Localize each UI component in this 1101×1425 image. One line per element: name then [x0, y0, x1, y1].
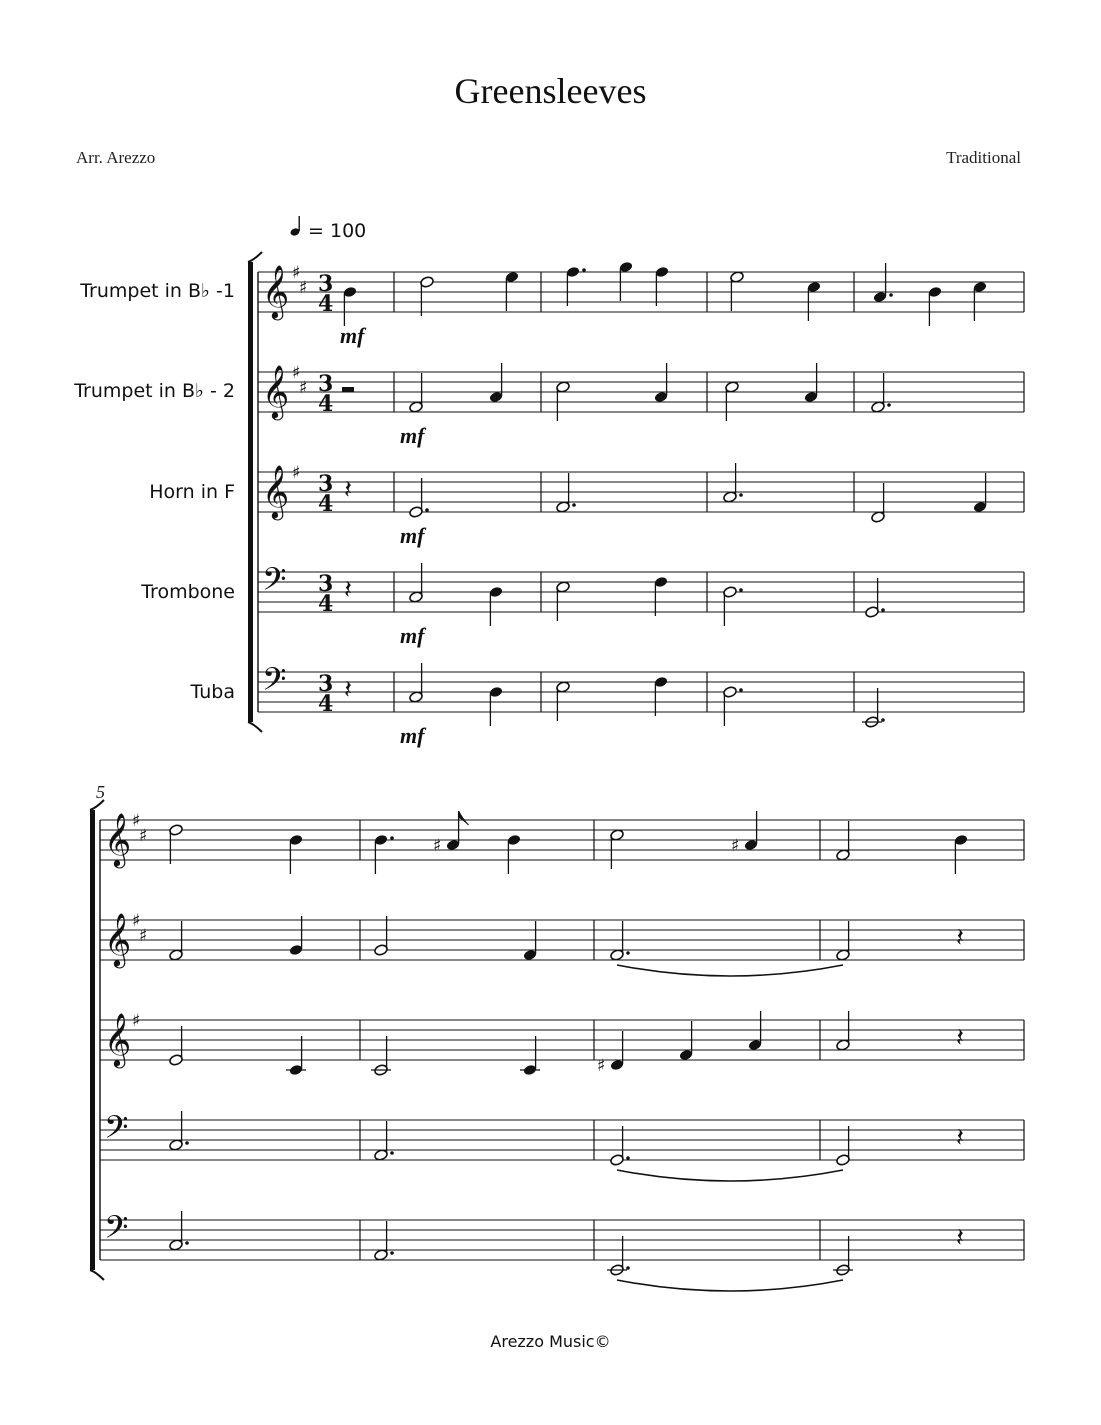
bass-clef-icon: 𝄢 [262, 661, 287, 705]
copyright-footer: Arezzo Music© [490, 1332, 611, 1351]
sharp-icon: ♯ [132, 811, 141, 831]
augmentation-dot [739, 588, 743, 592]
instrument-label-horn: Horn in F [149, 481, 235, 503]
tempo-value: = 100 [308, 220, 367, 242]
sharp-icon: ♯ [132, 1011, 141, 1031]
time-signature-top: 3 [318, 271, 334, 297]
bass-clef-icon: 𝄢 [262, 561, 287, 605]
time-signature-top: 3 [318, 371, 334, 397]
treble-clef-icon: 𝄞 [262, 464, 290, 518]
augmentation-dot [185, 1141, 189, 1145]
treble-clef-icon: 𝄞 [262, 364, 290, 418]
treble-clef-icon: 𝄞 [104, 812, 132, 866]
sharp-icon: ♯ [132, 911, 141, 931]
tie [617, 1280, 843, 1291]
augmentation-dot [582, 268, 586, 272]
augmentation-dot [390, 1151, 394, 1155]
instrument-label-trumpet-2: Trumpet in B♭ - 2 [74, 380, 235, 402]
quarter-rest-icon: 𝄽 [956, 923, 964, 953]
arranger-credit: Arr. Arezzo [76, 148, 156, 167]
dynamic-marking: mf [400, 723, 425, 748]
time-signature-top: 3 [318, 571, 334, 597]
augmentation-dot [626, 1266, 630, 1270]
quarter-rest-icon: 𝄽 [956, 1223, 964, 1253]
dynamic-marking: mf [400, 423, 425, 448]
instrument-label-trombone: Trombone [141, 581, 235, 603]
dynamic-marking: mf [400, 623, 425, 648]
system-bracket [248, 262, 253, 722]
bracket-hook [248, 252, 262, 262]
augmentation-dot [425, 508, 429, 512]
sharp-icon: ♯ [292, 263, 301, 283]
augmentation-dot [390, 1251, 394, 1255]
bracket-hook [248, 722, 262, 732]
system-bracket [90, 810, 95, 1270]
half-rest [342, 387, 354, 392]
notation-ink [90, 252, 1024, 1291]
time-signature-top: 3 [318, 671, 334, 697]
augmentation-dot [390, 836, 394, 840]
tie [617, 965, 843, 976]
measure-number: 5 [96, 782, 105, 802]
dynamic-marking: mf [400, 523, 425, 548]
bracket-hook [90, 1270, 104, 1280]
tie [617, 1170, 843, 1181]
augmentation-dot [887, 403, 891, 407]
augmentation-dot [881, 718, 885, 722]
bass-clef-icon: 𝄢 [104, 1109, 129, 1153]
treble-clef-icon: 𝄞 [104, 1012, 132, 1066]
quarter-rest-icon: 𝄽 [344, 575, 352, 605]
sharp-icon: ♯ [292, 463, 301, 483]
augmentation-dot [889, 293, 893, 297]
sharp-icon: ♯ [597, 1056, 606, 1076]
augmentation-dot [739, 493, 743, 497]
augmentation-dot [626, 1156, 630, 1160]
treble-clef-icon: 𝄞 [262, 264, 290, 318]
time-signature-top: 3 [318, 471, 334, 497]
piece-title: Greensleeves [454, 71, 647, 111]
time-signature-bottom: 4 [318, 591, 334, 617]
time-signature-bottom: 4 [318, 291, 334, 317]
sharp-icon: ♯ [292, 363, 301, 383]
composer-credit: Traditional [946, 148, 1021, 167]
sharp-icon: ♯ [139, 826, 148, 846]
time-signature-bottom: 4 [318, 691, 334, 717]
quarter-rest-icon: 𝄽 [956, 1123, 964, 1153]
quarter-rest-icon: 𝄽 [344, 675, 352, 705]
time-signature-bottom: 4 [318, 491, 334, 517]
augmentation-dot [185, 1241, 189, 1245]
sharp-icon: ♯ [299, 278, 308, 298]
bass-clef-icon: 𝄢 [104, 1209, 129, 1253]
time-signature-bottom: 4 [318, 391, 334, 417]
quarter-rest-icon: 𝄽 [344, 475, 352, 505]
augmentation-dot [739, 688, 743, 692]
sharp-icon: ♯ [139, 926, 148, 946]
augmentation-dot [881, 608, 885, 612]
sharp-icon: ♯ [433, 836, 442, 856]
instrument-label-trumpet-1: Trumpet in B♭ -1 [80, 280, 235, 302]
sharp-icon: ♯ [299, 378, 308, 398]
quarter-rest-icon: 𝄽 [956, 1023, 964, 1053]
dynamic-marking: mf [340, 323, 365, 348]
augmentation-dot [626, 951, 630, 955]
treble-clef-icon: 𝄞 [104, 912, 132, 966]
instrument-label-tuba: Tuba [190, 681, 235, 703]
eighth-flag [459, 811, 469, 825]
sharp-icon: ♯ [731, 836, 740, 856]
augmentation-dot [572, 503, 576, 507]
